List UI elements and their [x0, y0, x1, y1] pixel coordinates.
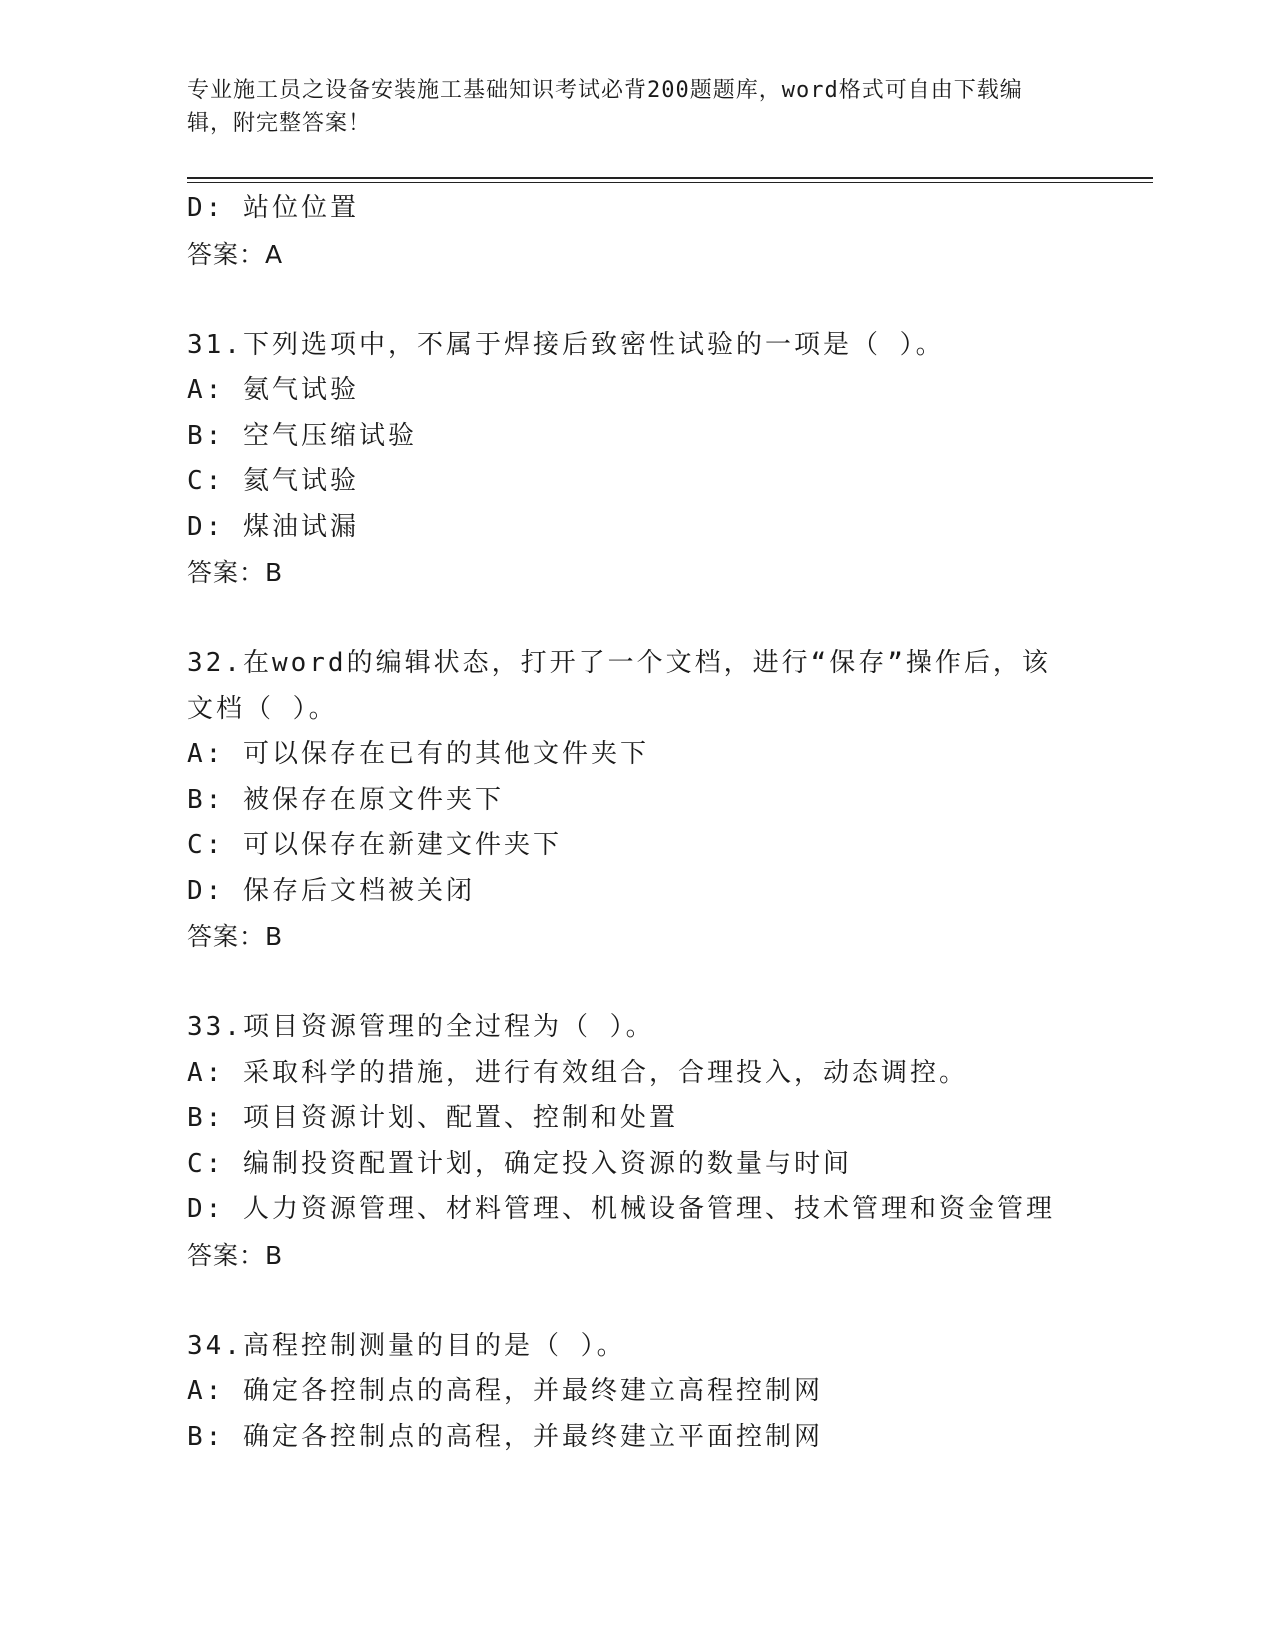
question-31-option-a: A: 氨气试验	[187, 375, 359, 405]
question-31-option-b: B: 空气压缩试验	[187, 420, 417, 451]
prev-question-answer: 答案：A	[187, 239, 284, 269]
question-32-answer: 答案：B	[187, 922, 284, 951]
question-33-stem: 33.项目资源管理的全过程为（ ）。	[187, 1012, 655, 1042]
question-32-option-d: D: 保存后文档被关闭	[187, 875, 475, 906]
question-32-option-b: B: 被保存在原文件夹下	[187, 784, 504, 815]
prev-question-option-d: D: 站位位置	[187, 193, 359, 223]
question-33-option-c: C: 编制投资配置计划，确定投入资源的数量与时间	[187, 1148, 852, 1179]
question-31-answer: 答案：B	[187, 558, 284, 587]
question-34-option-b: B: 确定各控制点的高程，并最终建立平面控制网	[187, 1421, 823, 1452]
question-34-stem: 34.高程控制测量的目的是（ ）。	[187, 1330, 626, 1361]
question-34-option-a: A: 确定各控制点的高程，并最终建立高程控制网	[187, 1376, 823, 1406]
question-33-option-b: B: 项目资源计划、配置、控制和处置	[187, 1103, 678, 1133]
spacer	[187, 1278, 1087, 1324]
header-divider-thick	[187, 177, 1153, 179]
question-33-option-a: A: 采取科学的措施，进行有效组合，合理投入，动态调控。	[187, 1057, 968, 1088]
question-31-option-c: C: 氦气试验	[187, 466, 359, 496]
question-31-option-d: D: 煤油试漏	[187, 511, 359, 542]
question-32-stem: 32.在word的编辑状态，打开了一个文档，进行“保存”操作后，该文档（ ）。	[187, 648, 1051, 724]
question-list	[187, 186, 1087, 1460]
spacer	[187, 960, 1087, 1006]
spacer	[187, 277, 1087, 323]
question-32-option-a: A: 可以保存在已有的其他文件夹下	[187, 739, 649, 769]
question-32-option-c: C: 可以保存在新建文件夹下	[187, 830, 562, 860]
question-33-answer: 答案：B	[187, 1240, 284, 1270]
spacer	[187, 596, 1087, 642]
question-33-option-d: D: 人力资源管理、材料管理、机械设备管理、技术管理和资金管理	[187, 1194, 1055, 1224]
question-31-stem: 31.下列选项中，不属于焊接后致密性试验的一项是（ ）。	[187, 329, 945, 360]
document-header-title: 专业施工员之设备安装施工基础知识考试必背200题题库，word格式可自由下载编辑，附完整答案！	[187, 78, 1023, 136]
header-divider-thin	[187, 182, 1153, 183]
